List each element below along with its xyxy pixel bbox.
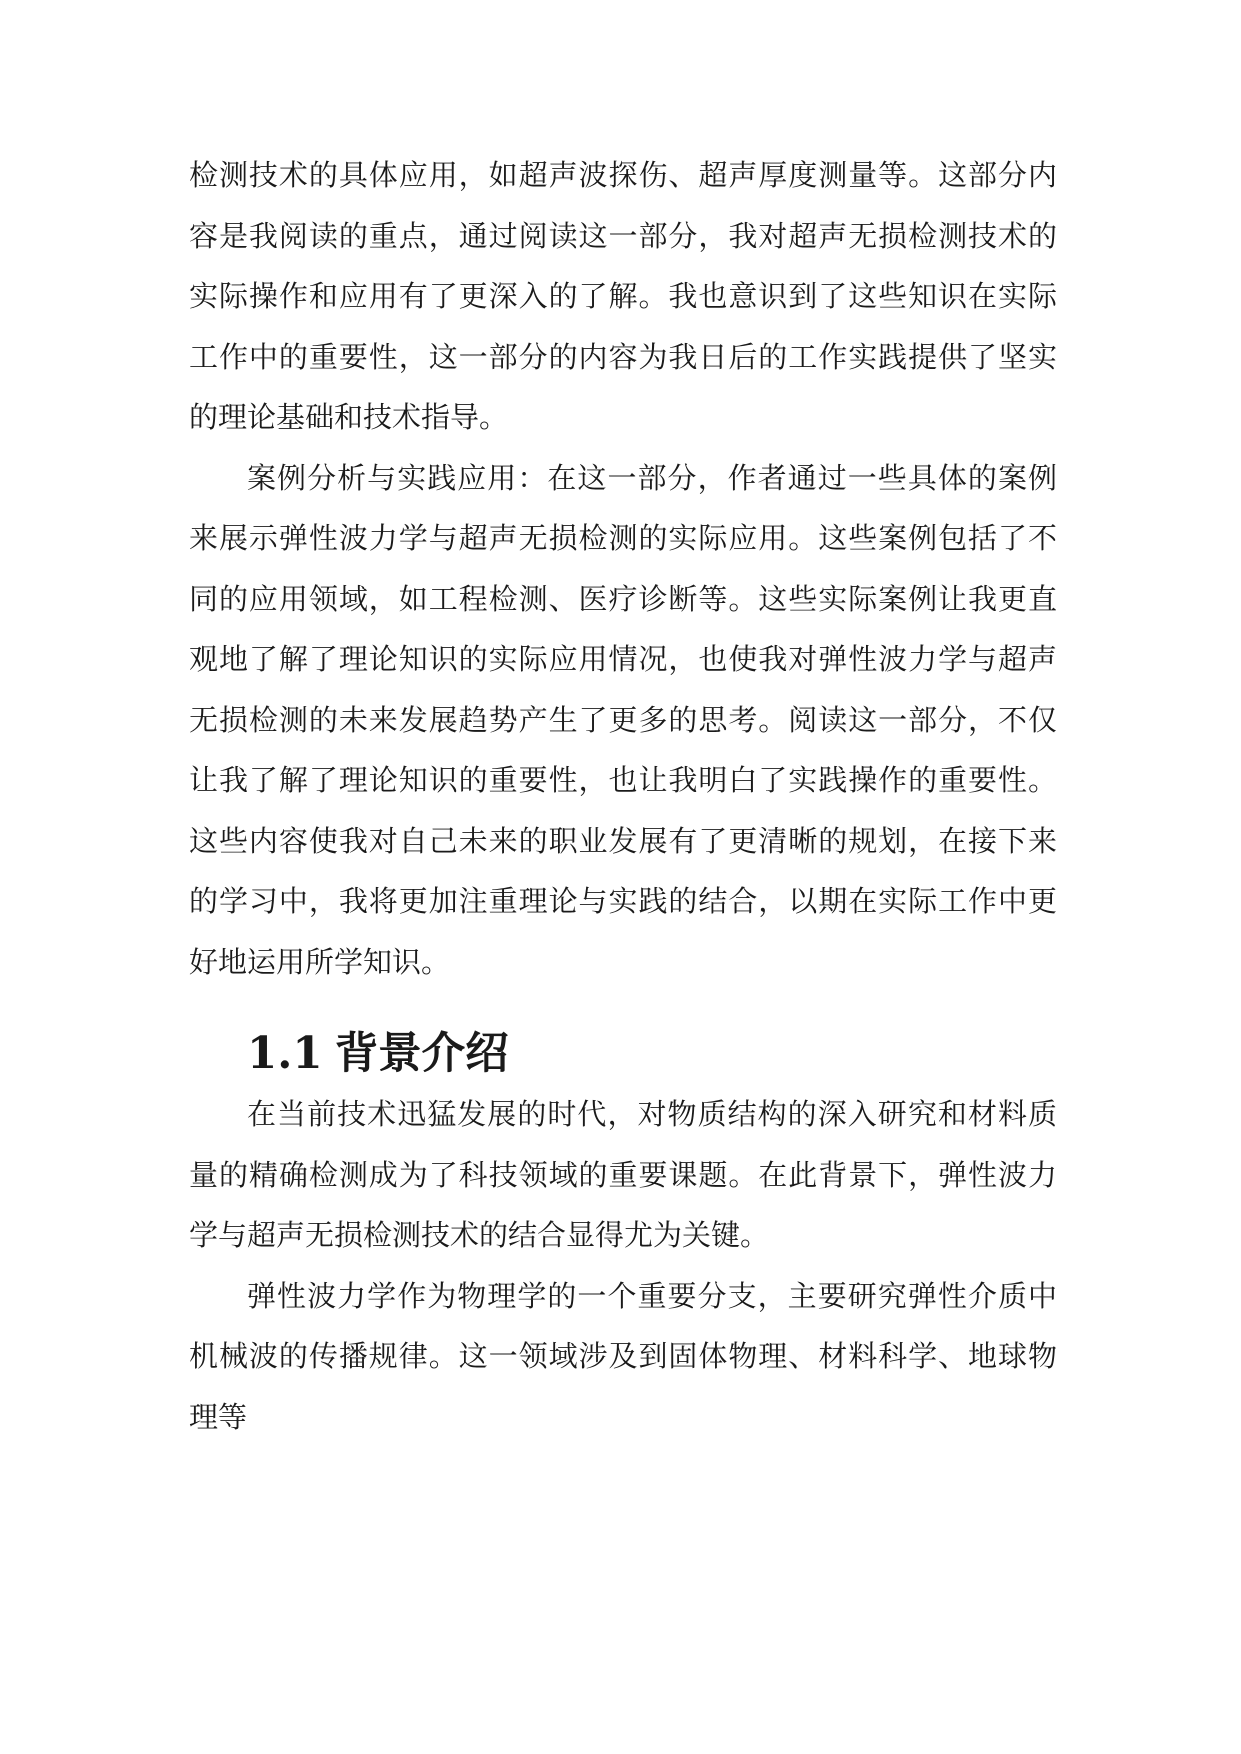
paragraph-elastic-wave: 弹性波力学作为物理学的一个重要分支，主要研究弹性介质中机械波的传播规律。这一领域涉及到固体物理、材料科学、地球物理等	[189, 1278, 1057, 1434]
section-number: 1.1	[247, 1028, 323, 1079]
paragraph-case-analysis: 案例分析与实践应用：在这一部分，作者通过一些具体的案例来展示弹性波力学与超声无损检测的实际应用。这些案例包括了不同的应用领域，如工程检测、医疗诊断等。这些实际案例让我更直观地了解了理论知识的实际应用情况，也使我对弹性波力学与超声无损检测的未来发展趋势产生了更多的思考。阅读这一部分，不仅让我了解了理论知识的重要性，也让我明白了实践操作的重要性。这些内容使我对自己未来的职业发展有了更清晰的规划，在接下来的学习中，我将更加注重理论与实践的结合，以期在实际工作中更好地运用所学知识。	[189, 460, 1057, 979]
section-heading	[189, 1024, 1057, 1084]
paragraph-continued: 检测技术的具体应用，如超声波探伤、超声厚度测量等。这部分内容是我阅读的重点，通过阅读这一部分，我对超声无损检测技术的实际操作和应用有了更深入的了解。我也意识到了这些知识在实际工作中的重要性，这一部分的内容为我日后的工作实践提供了坚实的理论基础和技术指导。	[189, 158, 1057, 434]
paragraph-background: 在当前技术迅猛发展的时代，对物质结构的深入研究和材料质量的精确检测成为了科技领域的重要课题。在此背景下，弹性波力学与超声无损检测技术的结合显得尤为关键。	[189, 1097, 1057, 1252]
document-body	[189, 145, 1057, 1447]
section-title: 背景介绍	[334, 1028, 509, 1079]
